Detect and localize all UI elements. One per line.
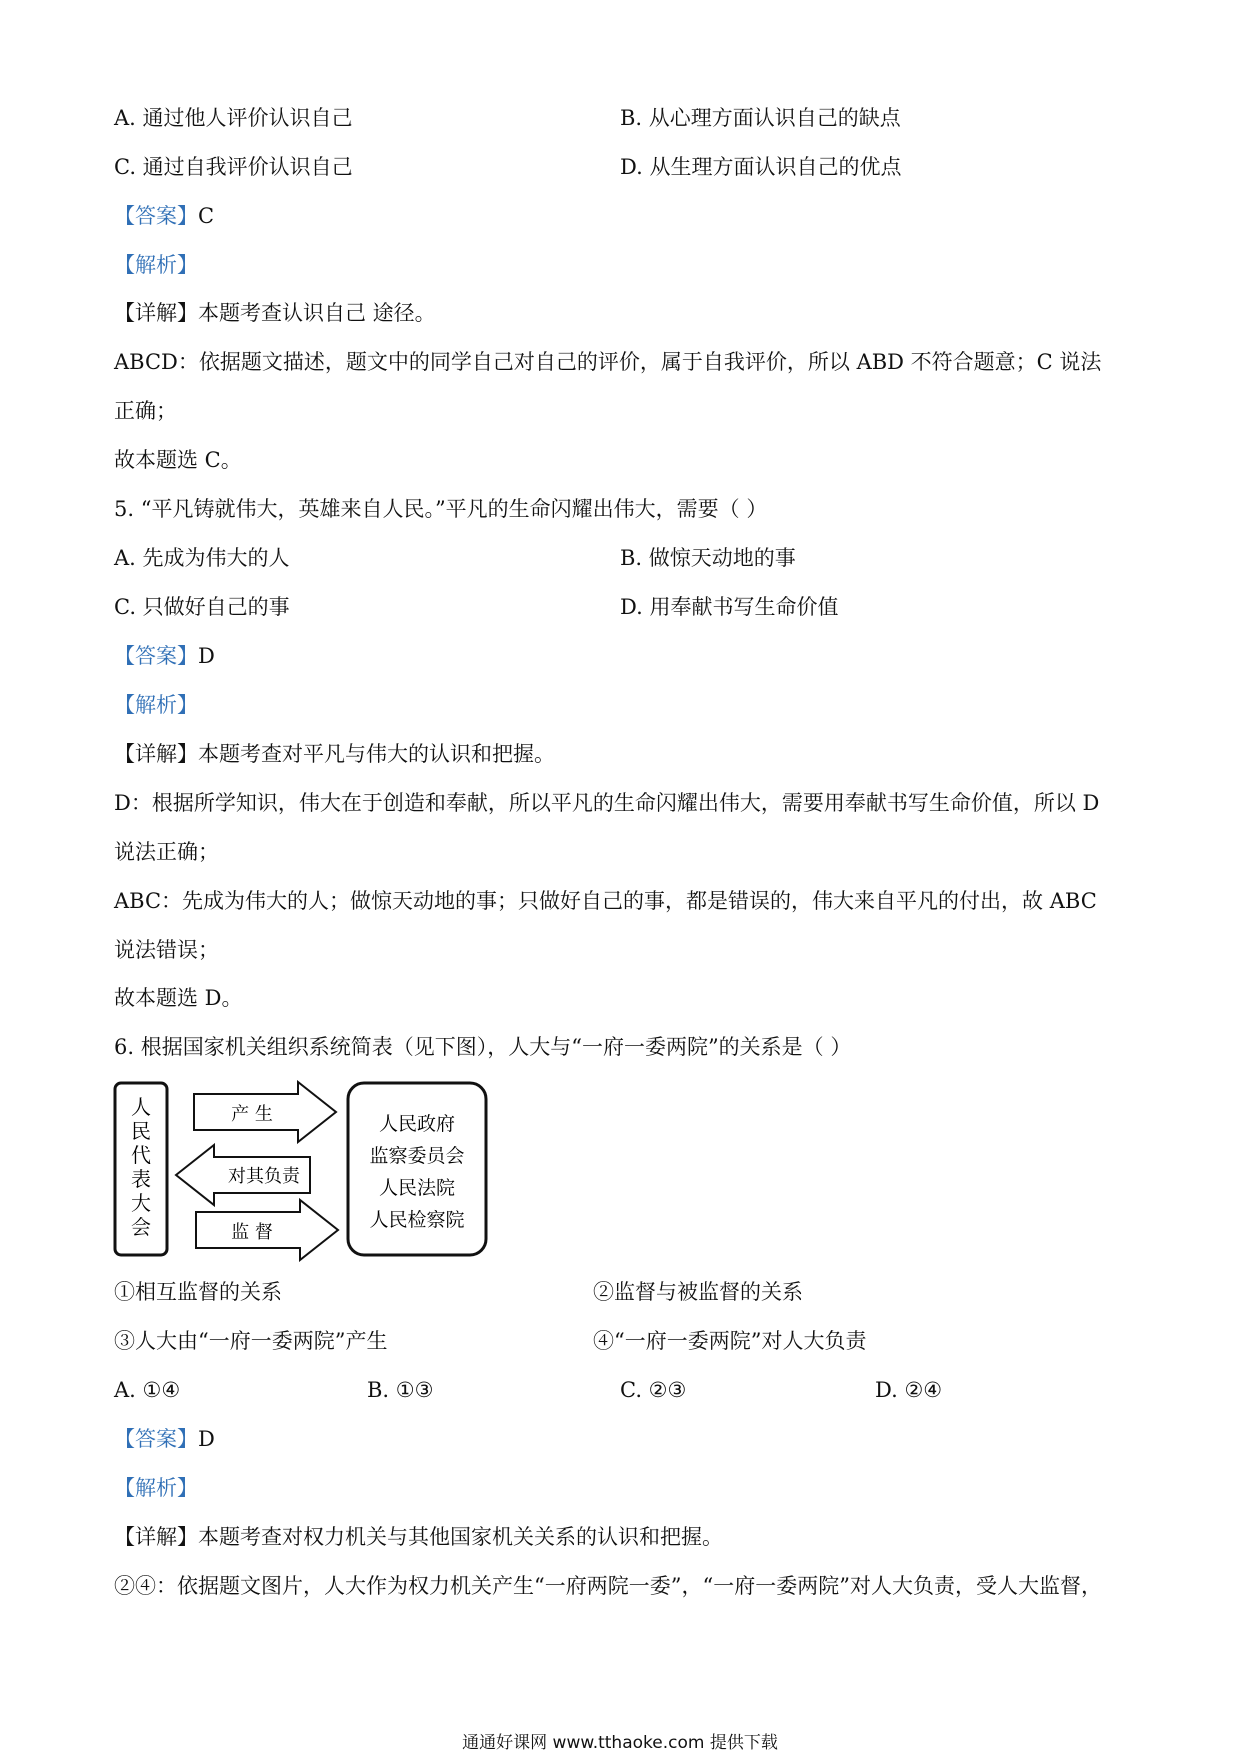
arrow-supervise-label: 监 督 bbox=[231, 1222, 273, 1243]
q4-detail: 【详解】本题考查认识自己 途径。 bbox=[114, 301, 436, 325]
q4-explanation-1: ABCD：依据题文描述，题文中的同学自己对自己的评价，属于自我评价，所以 ABD 不符合题意；C 说法 bbox=[114, 350, 1102, 374]
q5-question: 5. “平凡铸就伟大，英雄来自人民。”平凡的生命闪耀出伟大，需要（ ） bbox=[114, 497, 768, 521]
q4-option-a: A. 通过他人评价认识自己 bbox=[114, 106, 353, 130]
q4-conclusion: 故本题选 C。 bbox=[114, 448, 242, 472]
q5-option-c: C. 只做好自己的事 bbox=[114, 595, 290, 619]
q4-option-c: C. 通过自我评价认识自己 bbox=[114, 155, 353, 179]
answer-value: D bbox=[198, 644, 215, 668]
q5-detail: 【详解】本题考查对平凡与伟大的认识和把握。 bbox=[114, 742, 555, 766]
q4-explanation-2: 正确； bbox=[114, 399, 177, 423]
q6-statement-3: ③人大由“一府一委两院”产生 bbox=[114, 1329, 388, 1353]
q5-explanation-3: ABC：先成为伟大的人；做惊天动地的事；只做好自己的事，都是错误的，伟大来自平凡的付出，故 ABC bbox=[114, 889, 1097, 913]
q5-option-a: A. 先成为伟大的人 bbox=[114, 546, 290, 570]
page-footer: 通通好课网 www.tthaoke.com 提供下载 bbox=[462, 1733, 778, 1753]
npc-char-6: 会 bbox=[131, 1215, 151, 1239]
q6-option-b: B. ①③ bbox=[367, 1378, 434, 1402]
q4-option-b: B. 从心理方面认识自己的缺点 bbox=[620, 106, 901, 130]
npc-char-1: 人 bbox=[131, 1095, 151, 1119]
npc-char-4: 表 bbox=[131, 1167, 151, 1191]
body-procuratorate: 人民检察院 bbox=[369, 1209, 465, 1231]
answer-tag: 【答案】 bbox=[114, 204, 198, 228]
npc-char-3: 代 bbox=[131, 1143, 151, 1167]
q4-answer bbox=[114, 202, 214, 230]
q5-option-d: D. 用奉献书写生命价值 bbox=[620, 595, 839, 619]
q4-analysis-tag: 【解析】 bbox=[114, 253, 198, 277]
answer-tag: 【答案】 bbox=[114, 644, 198, 668]
q6-detail: 【详解】本题考查对权力机关与其他国家机关关系的认识和把握。 bbox=[114, 1525, 723, 1549]
q6-answer bbox=[114, 1425, 215, 1453]
answer-tag: 【答案】 bbox=[114, 1427, 198, 1451]
q5-explanation-2: 说法正确； bbox=[114, 840, 219, 864]
answer-value: C bbox=[198, 204, 215, 228]
q5-conclusion: 故本题选 D。 bbox=[114, 986, 243, 1010]
body-court: 人民法院 bbox=[378, 1177, 456, 1199]
q6-analysis-tag: 【解析】 bbox=[114, 1476, 198, 1500]
state-organ-diagram bbox=[112, 1080, 492, 1262]
q6-statement-2: ②监督与被监督的关系 bbox=[593, 1280, 803, 1304]
npc-char-5: 大 bbox=[131, 1191, 151, 1215]
q6-statement-1: ①相互监督的关系 bbox=[114, 1280, 282, 1304]
body-supervisory-commission: 监察委员会 bbox=[369, 1145, 465, 1167]
q6-option-d: D. ②④ bbox=[875, 1378, 943, 1402]
npc-char-2: 民 bbox=[131, 1119, 151, 1143]
q6-option-c: C. ②③ bbox=[620, 1378, 687, 1402]
q5-explanation-1: D：根据所学知识，伟大在于创造和奉献，所以平凡的生命闪耀出伟大，需要用奉献书写生命价值，所以 D bbox=[114, 791, 1100, 815]
q5-option-b: B. 做惊天动地的事 bbox=[620, 546, 796, 570]
arrow-responsible-label: 对其负责 bbox=[228, 1166, 300, 1187]
answer-value: D bbox=[198, 1427, 215, 1451]
q5-analysis-tag: 【解析】 bbox=[114, 693, 198, 717]
q4-option-d: D. 从生理方面认识自己的优点 bbox=[620, 155, 902, 179]
q6-statement-4: ④“一府一委两院”对人大负责 bbox=[593, 1329, 867, 1353]
q5-answer bbox=[114, 642, 215, 670]
q6-option-a: A. ①④ bbox=[114, 1378, 181, 1402]
q6-question: 6. 根据国家机关组织系统简表（见下图），人大与“一府一委两院”的关系是（ ） bbox=[114, 1035, 852, 1059]
q5-explanation-4: 说法错误； bbox=[114, 938, 219, 962]
arrow-produce-label: 产 生 bbox=[231, 1104, 273, 1125]
q6-explanation-1: ②④：依据题文图片，人大作为权力机关产生“一府两院一委”，“一府一委两院”对人大负责，受人大监督， bbox=[114, 1574, 1102, 1598]
body-government: 人民政府 bbox=[378, 1113, 456, 1135]
